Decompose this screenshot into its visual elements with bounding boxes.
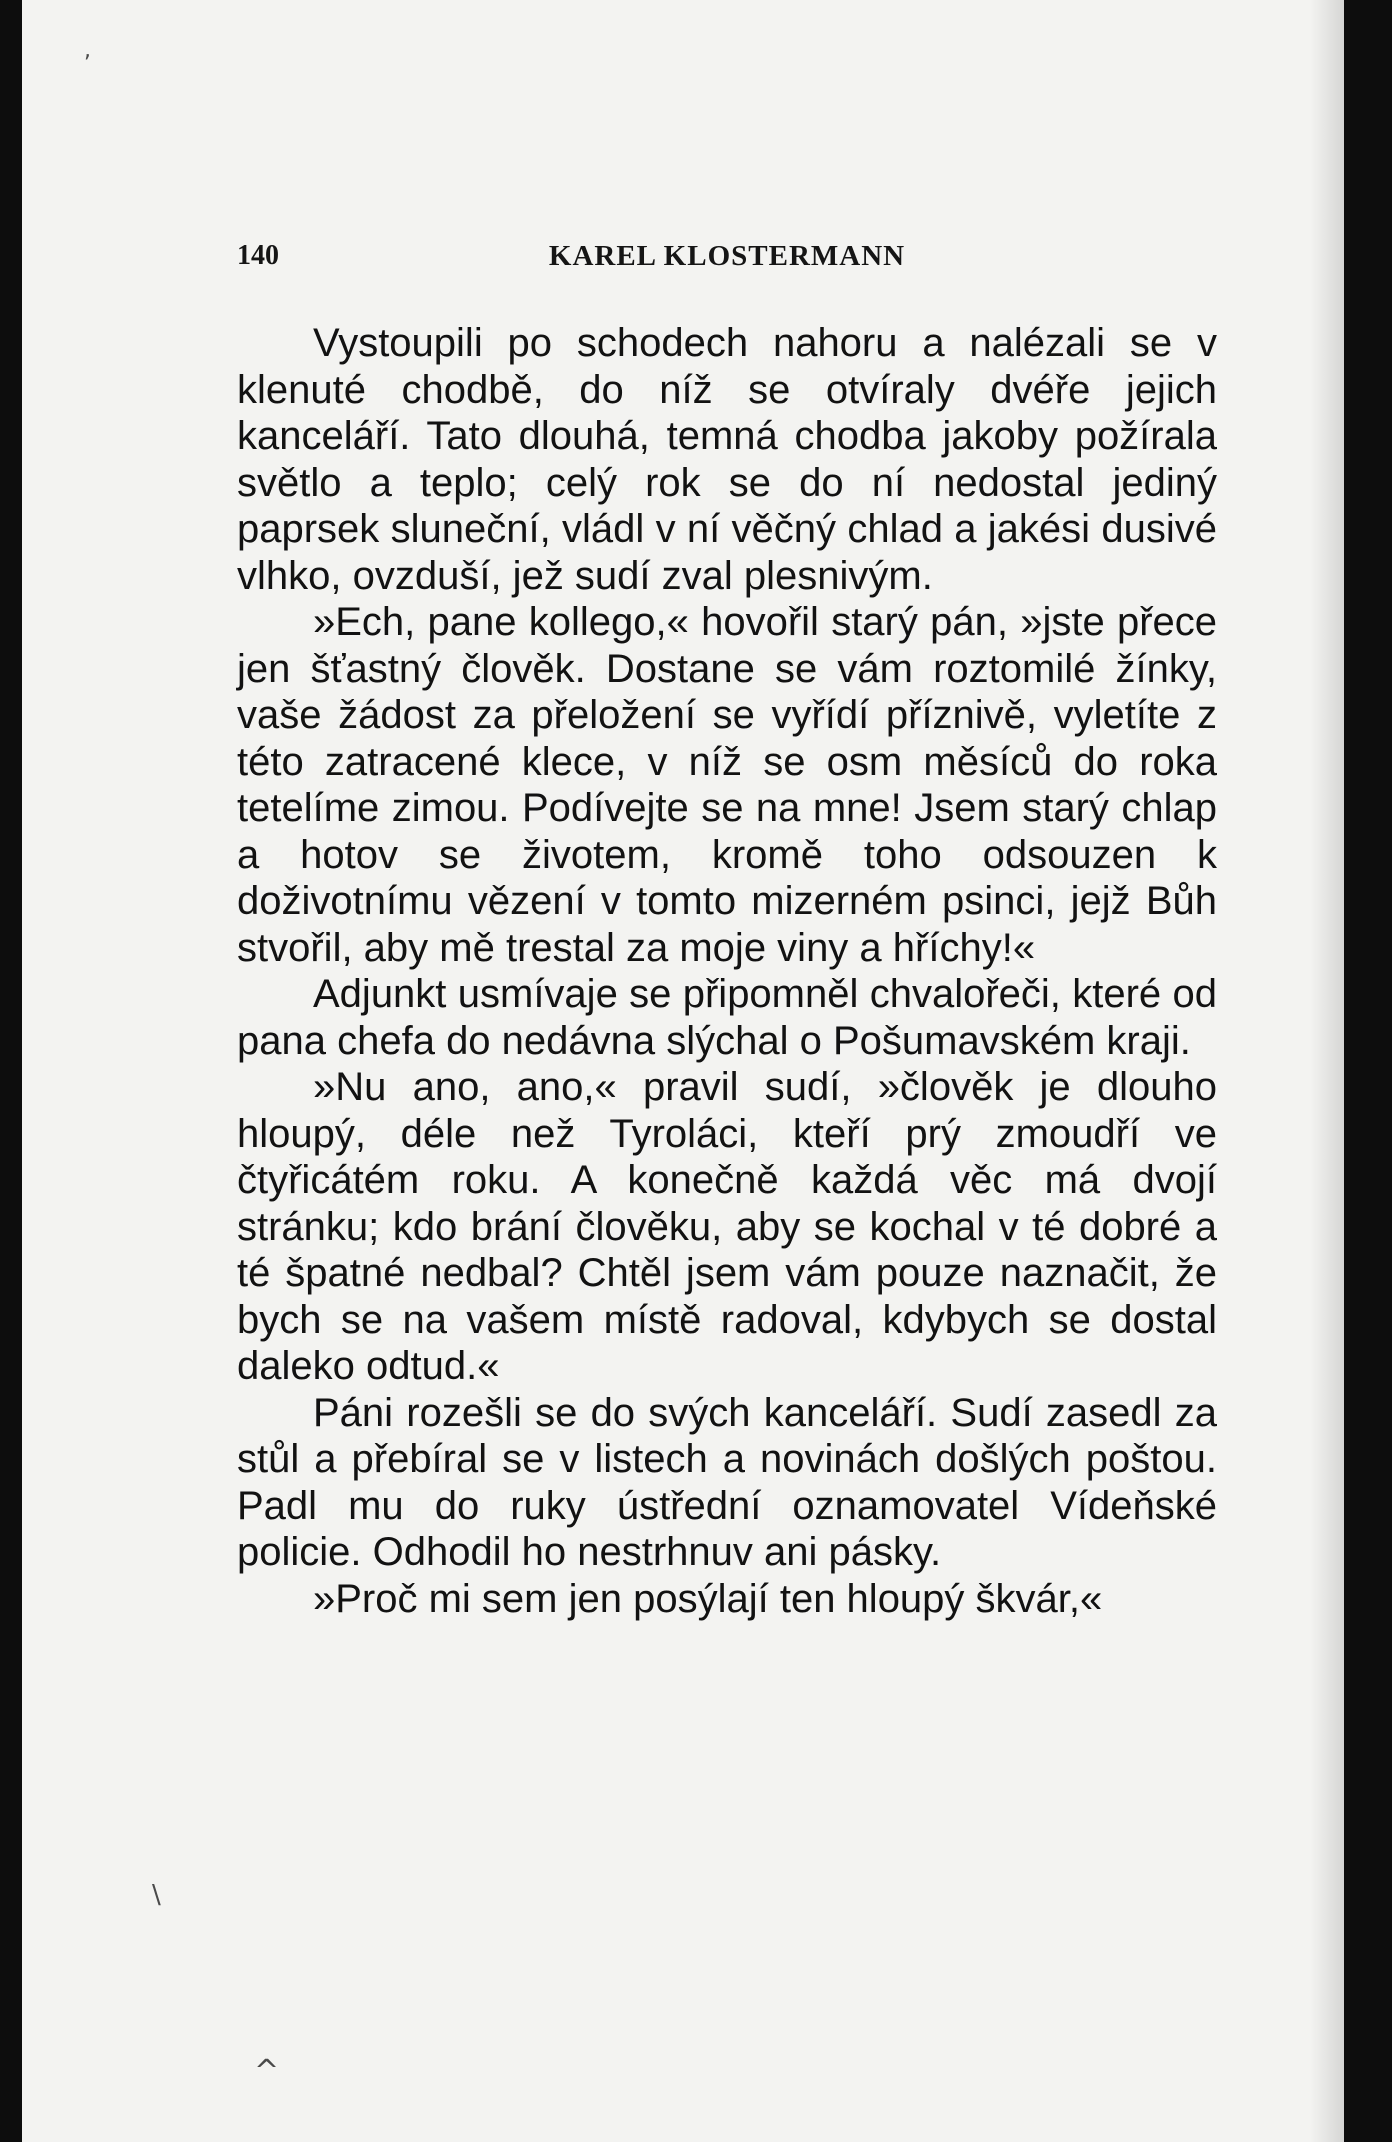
paragraph: Vystoupili po schodech nahoru a nalézali se v klenuté chodbě, do níž se otvíraly dvéře jejich kanceláří. Tato dlouhá, temná chodba jakoby požírala světlo a teplo; celý rok se do ní nedostal jediný paprsek sluneční, vládl v ní věčný chlad a jakési dusivé vlhko, ovzduší, jež sudí zval plesnivým. [237,321,1217,598]
paragraph: Páni rozešli se do svých kanceláří. Sudí zasedl za stůl a přebíral se v listech a novinách došlých poštou. Padl mu do ruky ústřední oznamovatel Vídeňské policie. Odhodil ho nestrhnuv ani pásky. [237,1390,1217,1574]
scan-speck-mark: ^ [254,2054,280,2089]
paragraph: »Proč mi sem jen posýlají ten hloupý škvár,« [313,1576,1103,1621]
paragraph: Adjunkt usmívaje se připomněl chvalořeči, které od pana chefa do nedávna slýchal o Pošumavském kraji. [237,972,1217,1063]
page-header [237,240,1217,280]
running-head: KAREL KLOSTERMANN [548,240,906,272]
scan-speck-mark: \ [152,1880,161,1910]
paragraph: »Ech, pane kollego,« hovořil starý pán, »jste přece jen šťastný člověk. Dostane se vám roztomilé žínky, vaše žádost za přeložení se vyřídí příznivě, vyletíte z této zatracené klece, v níž se osm měsíců do roka tetelíme zimou. Podívejte se na mne! Jsem starý chlap a hotov se životem, kromě toho odsouzen k doživotnímu vězení v tomto mizerném psinci, jejž Bůh stvořil, aby mě trestal za moje viny a hříchy!« [237,600,1217,970]
book-page [22,0,1344,2142]
page-number: 140 [237,240,279,271]
paragraph: »Nu ano, ano,« pravil sudí, »člověk je dlouho hloupý, déle než Tyroláci, kteří prý zmoudří ve čtyřicátém roku. A konečně každá věc má dvojí stránku; kdo brání člověku, aby se kochal v té dobré a té špatné nedbal? Chtěl jsem vám pouze naznačit, že bych se na vašem místě radoval, kdybych se dostal daleko odtud.« [237,1065,1217,1388]
scan-speck-mark: , [84,38,91,63]
body-text [237,320,1217,1622]
